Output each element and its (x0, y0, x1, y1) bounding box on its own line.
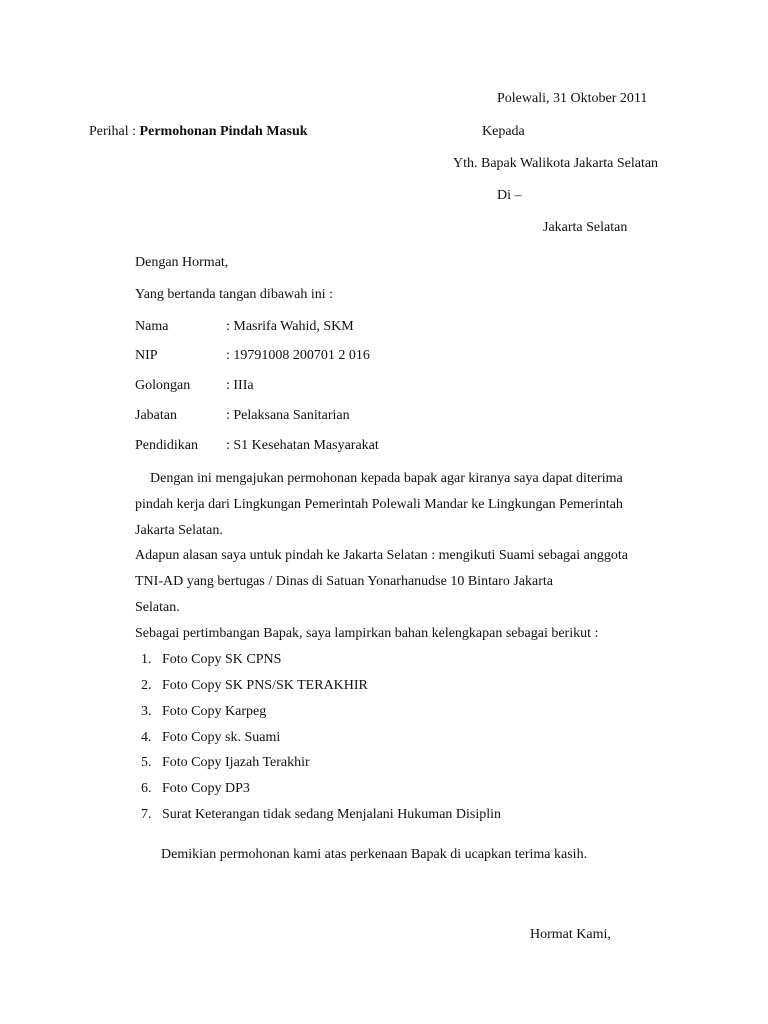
attachment-item (141, 651, 661, 671)
body-paragraph-1-line-3: Jakarta Selatan. (135, 523, 223, 538)
subject-line (89, 123, 308, 141)
identity-label: NIP (135, 348, 158, 363)
attachment-item (141, 754, 661, 774)
attachment-number: 3. (141, 704, 152, 719)
identity-label: Nama (135, 319, 169, 334)
attachment-item (141, 677, 661, 697)
greeting: Dengan Hormat, (135, 255, 229, 270)
identity-value: : 19791008 200701 2 016 (226, 348, 370, 363)
body-paragraph-2-line-3: Selatan. (135, 600, 180, 615)
identity-row-pendidikan (135, 437, 635, 457)
identity-row-nama (135, 318, 635, 338)
identity-label: Jabatan (135, 408, 177, 423)
attachment-number: 4. (141, 730, 152, 745)
identity-value: : S1 Kesehatan Masyarakat (226, 438, 379, 453)
attachment-item (141, 729, 661, 749)
closing-sentence: Demikian permohonan kami atas perkenaan Bapak di ucapkan terima kasih. (161, 847, 588, 862)
attachment-number: 6. (141, 781, 152, 796)
identity-row-nip (135, 347, 635, 367)
signoff: Hormat Kami, (530, 927, 611, 942)
attachment-text: Surat Keterangan tidak sedang Menjalani Hukuman Disiplin (162, 807, 502, 822)
attachment-number: 5. (141, 755, 152, 770)
attachment-item (141, 780, 661, 800)
identity-row-golongan (135, 377, 635, 397)
attachment-text: Foto Copy DP3 (162, 781, 250, 796)
identity-label: Golongan (135, 378, 191, 393)
identity-label: Pendidikan (135, 438, 198, 453)
body-paragraph-1-line-1: Dengan ini mengajukan permohonan kepada bapak agar kiranya saya dapat diterima (150, 471, 623, 486)
attachment-text: Foto Copy SK CPNS (162, 652, 282, 667)
identity-value: : IIIa (226, 378, 254, 393)
attachment-number: 1. (141, 652, 152, 667)
recipient-kepada: Kepada (482, 124, 525, 139)
attachment-item (141, 703, 661, 723)
subject-text: Permohonan Pindah Masuk (139, 124, 308, 139)
recipient-addressee: Yth. Bapak Walikota Jakarta Selatan (453, 156, 659, 171)
identity-row-jabatan (135, 407, 635, 427)
body-paragraph-3: Sebagai pertimbangan Bapak, saya lampirkan bahan kelengkapan sebagai berikut : (135, 626, 599, 641)
attachment-number: 2. (141, 678, 152, 693)
recipient-city: Jakarta Selatan (543, 220, 628, 235)
place-date: Polewali, 31 Oktober 2011 (497, 91, 648, 106)
attachment-text: Foto Copy sk. Suami (162, 730, 281, 745)
identity-value: : Pelaksana Sanitarian (226, 408, 350, 423)
identity-value: : Masrifa Wahid, SKM (226, 319, 354, 334)
subject-label: Perihal : (89, 124, 140, 139)
attachment-text: Foto Copy SK PNS/SK TERAKHIR (162, 678, 368, 693)
attachment-item (141, 806, 661, 826)
attachment-text: Foto Copy Karpeg (162, 704, 267, 719)
attachment-text: Foto Copy Ijazah Terakhir (162, 755, 310, 770)
recipient-di: Di – (497, 188, 522, 203)
intro-line: Yang bertanda tangan dibawah ini : (135, 287, 334, 302)
attachment-number: 7. (141, 807, 152, 822)
body-paragraph-2-line-2: TNI-AD yang bertugas / Dinas di Satuan Yonarhanudse 10 Bintaro Jakarta (135, 574, 553, 589)
body-paragraph-1-line-2: pindah kerja dari Lingkungan Pemerintah Polewali Mandar ke Lingkungan Pemerintah (135, 497, 623, 512)
body-paragraph-2-line-1: Adapun alasan saya untuk pindah ke Jakarta Selatan : mengikuti Suami sebagai anggota (135, 548, 628, 563)
